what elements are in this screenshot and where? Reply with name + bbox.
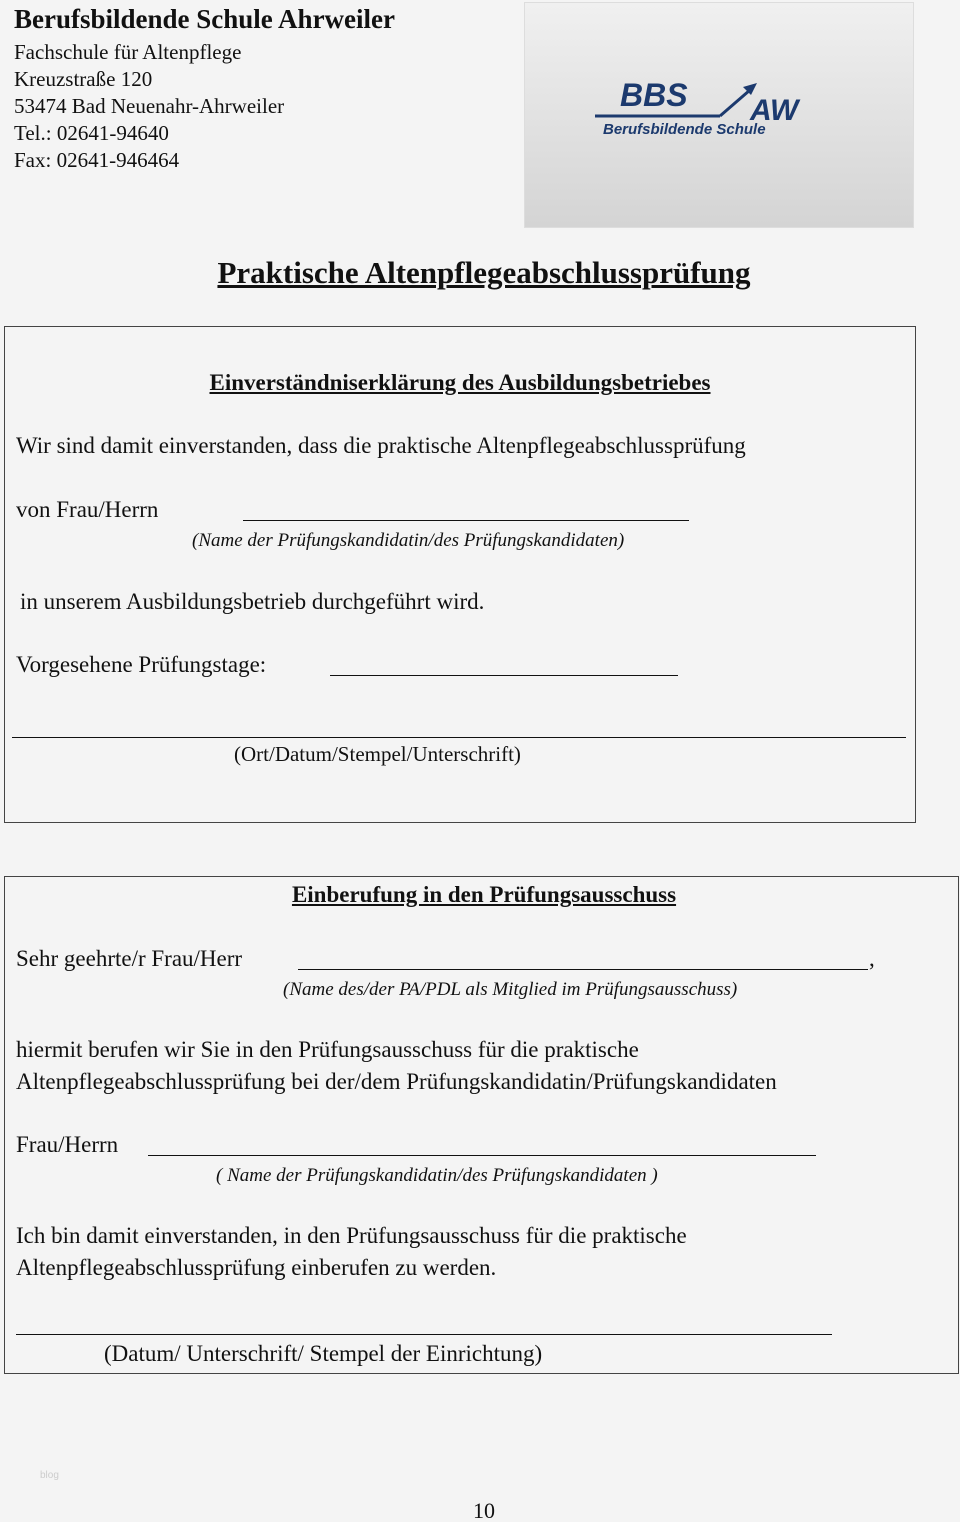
candidate-name-field[interactable] xyxy=(243,520,689,521)
field-hint: (Ort/Datum/Stempel/Unterschrift) xyxy=(234,742,521,766)
school-name: Berufsbildende Schule Ahrweiler xyxy=(14,4,396,34)
header-line: Tel.: 02641-94640 xyxy=(14,121,169,145)
page-title: Praktische Altenpflegeabschlussprüfung xyxy=(217,255,751,290)
body-text: Ich bin damit einverstanden, in den Prüfungsausschuss für die praktische xyxy=(16,1223,687,1248)
field-hint: (Name des/der PA/PDL als Mitglied im Prüfungsausschuss) xyxy=(283,979,738,1000)
salutation-label: Sehr geehrte/r Frau/Herr xyxy=(16,946,243,971)
watermark: blog xyxy=(40,1470,59,1481)
exam-days-label: Vorgesehene Prüfungstage: xyxy=(16,652,267,677)
section-heading: Einberufung in den Prüfungsausschuss xyxy=(291,882,677,907)
school-logo xyxy=(524,2,914,228)
signature-field[interactable] xyxy=(16,1334,832,1335)
exam-days-field[interactable] xyxy=(330,675,678,676)
body-text: Altenpflegeabschlussprüfung einberufen zu werden. xyxy=(16,1255,497,1280)
candidate-label: von Frau/Herrn xyxy=(16,497,159,522)
header-line: Fachschule für Altenpflege xyxy=(14,40,242,64)
member-name-field[interactable] xyxy=(298,969,868,970)
field-hint: (Datum/ Unterschrift/ Stempel der Einrichtung) xyxy=(104,1341,543,1366)
header-line: Kreuzstraße 120 xyxy=(14,67,153,91)
logo-subtitle: Berufsbildende Schule xyxy=(603,121,766,138)
page-number: 10 xyxy=(473,1498,495,1522)
body-text: Altenpflegeabschlussprüfung bei der/dem Prüfungskandidatin/Prüfungskandidaten xyxy=(16,1069,777,1094)
field-hint: (Name der Prüfungskandidatin/des Prüfungskandidaten) xyxy=(192,530,625,551)
field-hint: ( Name der Prüfungskandidatin/des Prüfungskandidaten ) xyxy=(216,1165,658,1186)
consent-text: Wir sind damit einverstanden, dass die praktische Altenpflegeabschlussprüfung xyxy=(16,433,746,458)
svg-text:BBS: BBS xyxy=(620,77,688,113)
candidate-label: Frau/Herrn xyxy=(16,1132,119,1157)
signature-field[interactable] xyxy=(12,737,906,738)
header-line: Fax: 02641-946464 xyxy=(14,148,180,172)
svg-text:AW: AW xyxy=(750,94,799,127)
candidate-name-field[interactable] xyxy=(148,1155,816,1156)
header-line: 53474 Bad Neuenahr-Ahrweiler xyxy=(14,94,285,118)
comma: , xyxy=(869,946,875,971)
body-text: hiermit berufen wir Sie in den Prüfungsausschuss für die praktische xyxy=(16,1037,639,1062)
consent-text: in unserem Ausbildungsbetrieb durchgeführt wird. xyxy=(20,589,485,614)
section-heading: Einverständniserklärung des Ausbildungsbetriebes xyxy=(209,370,711,395)
